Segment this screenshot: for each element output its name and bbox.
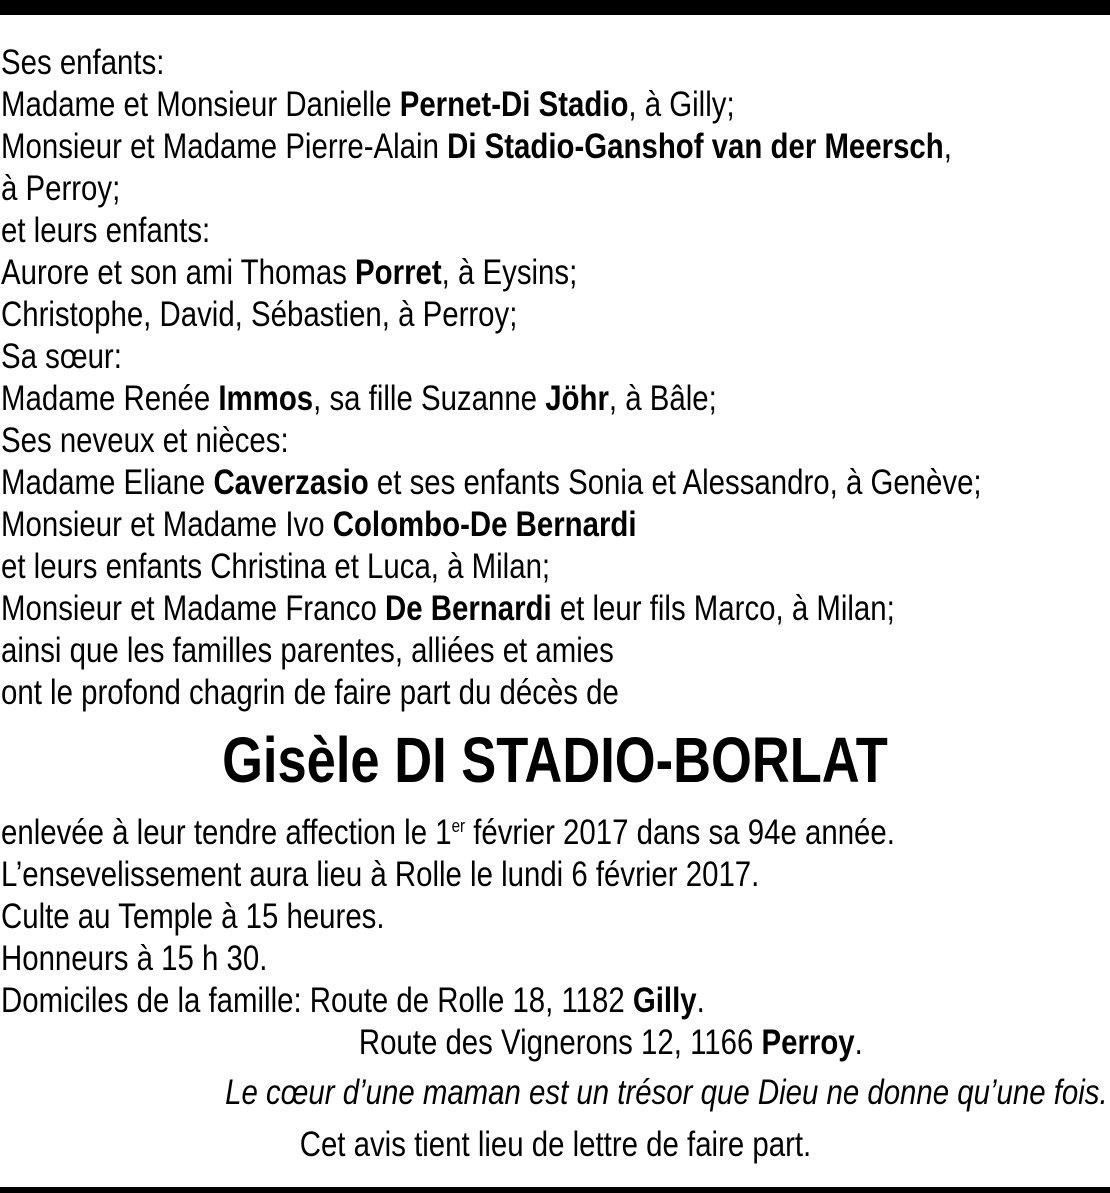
nephew-text: Monsieur et Madame Ivo bbox=[1, 505, 333, 544]
memorial-quote: Le cœur d’une maman est un trésor que Dieu ne donne qu’une fois. bbox=[225, 1073, 1108, 1112]
sister-text: , sa fille Suzanne bbox=[313, 379, 546, 418]
sister-heading: Sa sœur: bbox=[1, 337, 122, 376]
nephew-surname: De Bernardi bbox=[384, 589, 552, 628]
nephew-entry bbox=[1, 504, 1110, 546]
nephew-entry bbox=[1, 462, 1110, 504]
passing-text: enlevée à leur tendre affection le 1 bbox=[1, 813, 452, 852]
ordinal-suffix: er bbox=[451, 816, 466, 836]
grandchildren-heading: et leurs enfants: bbox=[1, 211, 211, 250]
bottom-rule bbox=[0, 1187, 1110, 1193]
child-entry bbox=[1, 126, 1110, 168]
grandchild-entry: Christophe, David, Sébastien, à Perroy; bbox=[1, 295, 518, 334]
relatives-line: ainsi que les familles parentes, alliées et amies bbox=[1, 631, 614, 670]
grandchild-text: Aurore et son ami Thomas bbox=[1, 253, 356, 292]
sister-surname: Immos bbox=[218, 379, 314, 418]
residence-town: Perroy bbox=[761, 1023, 855, 1062]
child-text: Madame et Monsieur Danielle bbox=[1, 85, 400, 124]
nephew-place: et ses enfants Sonia et Alessandro, à Genève; bbox=[368, 463, 982, 502]
residence-label: Domiciles de la famille: bbox=[1, 981, 310, 1020]
child-surname: Pernet-Di Stadio bbox=[399, 85, 629, 124]
sister-entry bbox=[1, 378, 1110, 420]
child-place-line: à Perroy; bbox=[1, 169, 121, 208]
residence-address: Route des Vignerons 12, 1166 bbox=[358, 1023, 762, 1062]
nephew-entry bbox=[1, 588, 1110, 630]
residence-period: . bbox=[854, 1023, 863, 1062]
nephews-heading: Ses neveux et nièces: bbox=[1, 421, 289, 460]
nephew-surname: Caverzasio bbox=[213, 463, 369, 502]
nephew-children: et leurs enfants Christina et Luca, à Milan; bbox=[1, 547, 551, 586]
grandchild-entry bbox=[1, 252, 1110, 294]
burial-line: L’ensevelissement aura lieu à Rolle le lundi 6 février 2017. bbox=[1, 855, 760, 894]
nephew-text: Monsieur et Madame Franco bbox=[1, 589, 385, 628]
passing-line bbox=[1, 812, 1110, 854]
nephew-place: et leur fils Marco, à Milan; bbox=[551, 589, 895, 628]
children-heading: Ses enfants: bbox=[1, 43, 165, 82]
residence-line bbox=[1, 1022, 1110, 1064]
deceased-name-block bbox=[0, 720, 1110, 800]
honours-line: Honneurs à 15 h 30. bbox=[1, 939, 268, 978]
service-line: Culte au Temple à 15 heures. bbox=[1, 897, 385, 936]
sister-place: , à Bâle; bbox=[608, 379, 717, 418]
residence-address: Route de Rolle 18, 1182 bbox=[309, 981, 633, 1020]
details bbox=[1, 812, 1110, 1064]
child-surname: Di Stadio-Ganshof van der Meersch bbox=[447, 127, 944, 166]
residence-period: . bbox=[696, 981, 705, 1020]
child-text: Monsieur et Madame Pierre-Alain bbox=[1, 127, 448, 166]
nephew-surname: Colombo-De Bernardi bbox=[332, 505, 637, 544]
top-rule bbox=[0, 0, 1110, 15]
child-entry bbox=[1, 84, 1110, 126]
announcement-line: ont le profond chagrin de faire part du décès de bbox=[1, 673, 619, 712]
nephew-text: Madame Eliane bbox=[1, 463, 214, 502]
grandchild-place: , à Eysins; bbox=[441, 253, 578, 292]
residence-line bbox=[1, 980, 1110, 1022]
closing-note bbox=[0, 1124, 1110, 1166]
closing-text: Cet avis tient lieu de lettre de faire part. bbox=[299, 1125, 811, 1164]
deceased-name: Gisèle DI STADIO-BORLAT bbox=[222, 724, 888, 796]
sister-text: Madame Renée bbox=[1, 379, 219, 418]
family-list bbox=[1, 42, 1110, 714]
residence-town: Gilly bbox=[632, 981, 697, 1020]
child-place: , bbox=[943, 127, 952, 166]
child-place: , à Gilly; bbox=[628, 85, 735, 124]
passing-text: février 2017 dans sa 94e année. bbox=[465, 813, 895, 852]
grandchild-surname: Porret bbox=[355, 253, 442, 292]
niece-surname: Jöhr bbox=[545, 379, 609, 418]
